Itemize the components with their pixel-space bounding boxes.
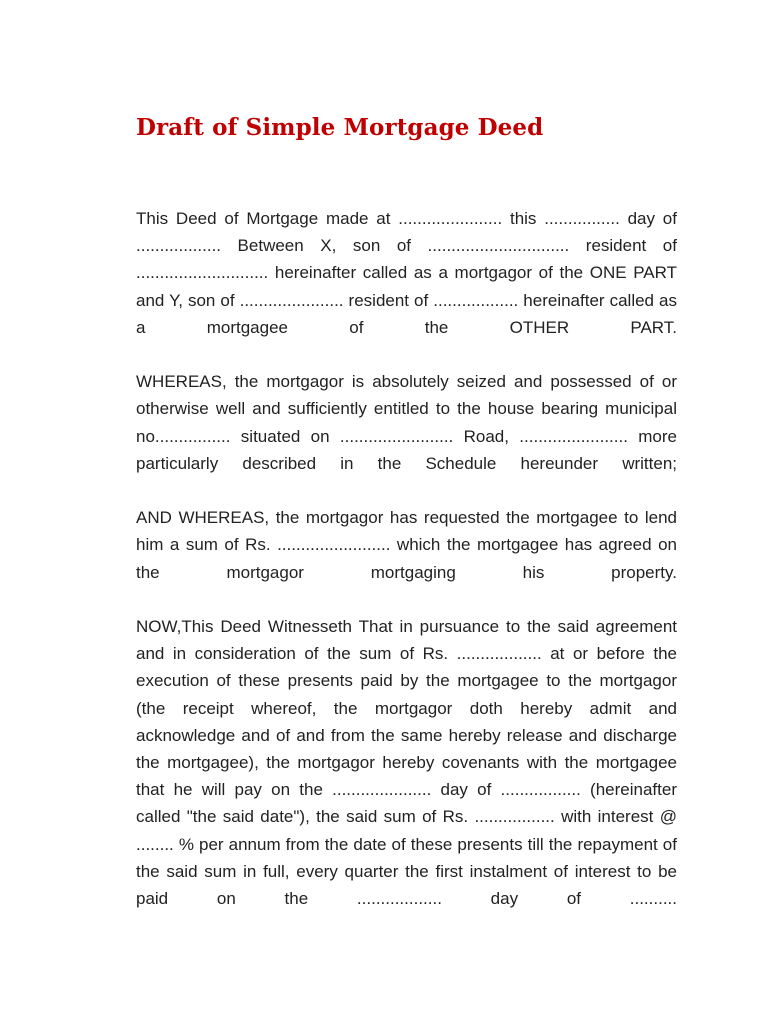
paragraph-and-whereas: AND WHEREAS, the mortgagor has requested the mortgagee to lend him a sum of Rs. ........................ which the mortgagee has agreed on the mortgagor mortgaging his property. xyxy=(136,508,677,582)
document-title: Draft of Simple Mortgage Deed xyxy=(136,114,544,141)
paragraph-whereas: WHEREAS, the mortgagor is absolutely seized and possessed of or otherwise well and sufficiently entitled to the house bearing municipal no................ situated on ........................ Road, ....................... more particularly described in the Schedule hereunder written; xyxy=(136,372,677,473)
document-body xyxy=(136,205,677,912)
paragraph-witnesseth: NOW,This Deed Witnesseth That in pursuance to the said agreement and in consideration of the sum of Rs. .................. at or before the execution of these presents paid by the mortgagee to the mortgagor (the receipt whereof, the mortgagor doth hereby admit and acknowledge and of and from the same hereby release and discharge the mortgagee), the mortgagor hereby covenants with the mortgagee that he will pay on the ..................... day of ................. (hereinafter called "the said date"), the said sum of Rs. ................. with interest @ ........ % per annum from the date of these presents till the repayment of the said sum in full, every quarter the first instalment of interest to be paid on the .................. day of .......... xyxy=(136,617,677,909)
paragraph-preamble: This Deed of Mortgage made at ...................... this ................ day of .................. Between X, son of .............................. resident of ............................ hereinafter called as a mortgagor of the ONE PART and Y, son of ...................... resident of .................. hereinafter called as a mortgagee of the OTHER PART. xyxy=(136,209,677,337)
